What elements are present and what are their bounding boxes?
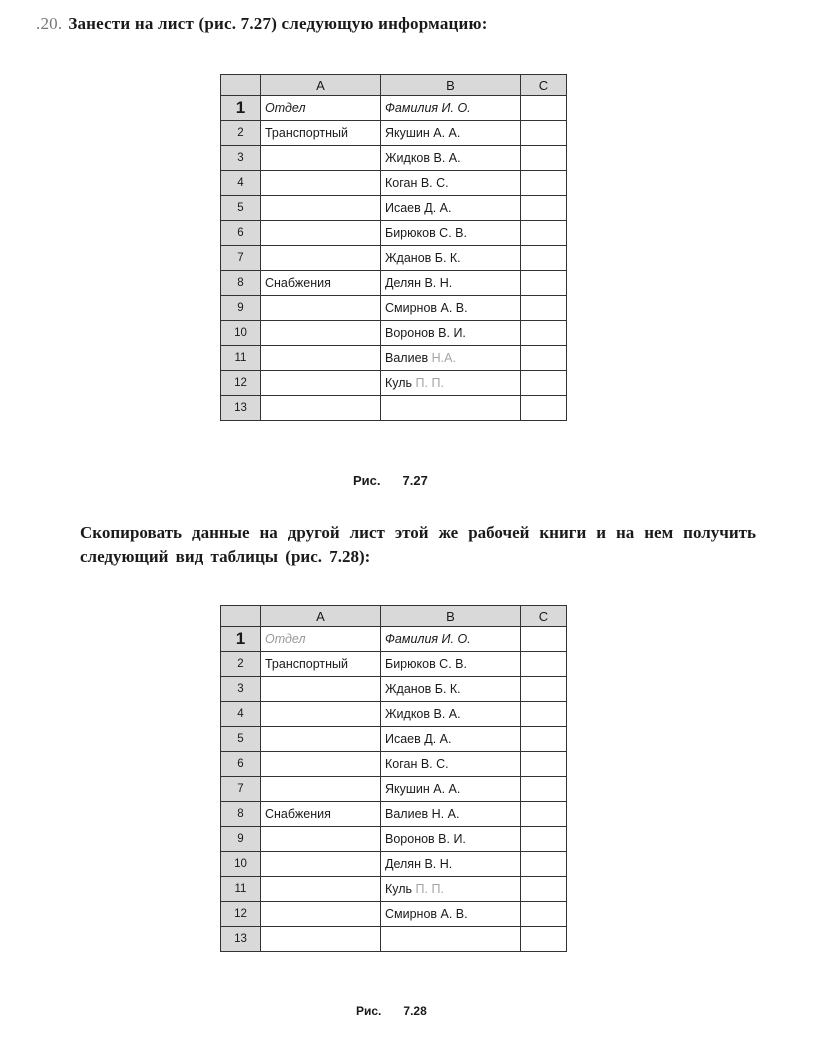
cell-a	[261, 171, 381, 196]
row-number: 4	[221, 171, 261, 196]
row-number: 10	[221, 321, 261, 346]
table-row	[221, 221, 567, 246]
cell-b	[381, 271, 521, 296]
cell-c	[521, 727, 567, 752]
cell-a	[261, 677, 381, 702]
cell-c	[521, 321, 567, 346]
cell-a	[261, 146, 381, 171]
cell-b	[381, 196, 521, 221]
row-number: 7	[221, 777, 261, 802]
cell-b-text: Смирнов А. В.	[385, 301, 468, 315]
row-number: 11	[221, 346, 261, 371]
cell-a	[261, 371, 381, 396]
cell-b	[381, 652, 521, 677]
cell-b-initials: Н.А.	[431, 351, 456, 365]
cell-b	[381, 677, 521, 702]
column-header-c: C	[521, 75, 567, 96]
row-number: 3	[221, 677, 261, 702]
cell-a	[261, 296, 381, 321]
task-number: .20.	[36, 14, 63, 33]
cell-c	[521, 396, 567, 421]
cell-b	[381, 146, 521, 171]
row-number: 9	[221, 296, 261, 321]
table-row	[221, 296, 567, 321]
cell-b	[381, 702, 521, 727]
cell-c	[521, 777, 567, 802]
cell-c	[521, 677, 567, 702]
cell-c	[521, 271, 567, 296]
cell-b-text: Жданов Б. К.	[385, 682, 461, 696]
cell-b	[381, 752, 521, 777]
cell-b-text: Валиев Н. А.	[385, 807, 460, 821]
table-row	[221, 371, 567, 396]
cell-b-text: Валиев	[385, 351, 432, 365]
task-text: Занести на лист (рис. 7.27) следующую информацию:	[68, 14, 488, 33]
figure-caption-1	[353, 473, 428, 488]
cell-c	[521, 171, 567, 196]
cell-c	[521, 877, 567, 902]
cell-a: Транспортный	[261, 652, 381, 677]
cell-b-text: Исаев Д. А.	[385, 732, 452, 746]
caption-label: Рис.	[353, 473, 381, 488]
column-header-b: B	[381, 75, 521, 96]
cell-b-text: Делян В. Н.	[385, 276, 453, 290]
cell-c	[521, 927, 567, 952]
cell-b-text: Якушин А. А.	[385, 126, 461, 140]
cell-c	[521, 627, 567, 652]
cell-b-text: Смирнов А. В.	[385, 907, 468, 921]
cell-b	[381, 396, 521, 421]
cell-b-text: Куль	[385, 376, 416, 390]
cell-c	[521, 296, 567, 321]
row-number: 5	[221, 727, 261, 752]
cell-b	[381, 852, 521, 877]
cell-b-text: Фамилия И. О.	[385, 101, 471, 115]
cell-a: Снабжения	[261, 802, 381, 827]
table-row	[221, 321, 567, 346]
cell-c	[521, 346, 567, 371]
cell-b	[381, 727, 521, 752]
cell-b-initials: П. П.	[415, 882, 444, 896]
column-header-a: A	[261, 75, 381, 96]
row-number: 13	[221, 396, 261, 421]
cell-c	[521, 246, 567, 271]
table-row	[221, 852, 567, 877]
cell-a	[261, 827, 381, 852]
cell-b-text: Жидков В. А.	[385, 151, 461, 165]
cell-a	[261, 727, 381, 752]
cell-c	[521, 371, 567, 396]
column-header-row	[221, 606, 567, 627]
cell-a: Снабжения	[261, 271, 381, 296]
table-row	[221, 802, 567, 827]
table-row	[221, 196, 567, 221]
cell-a	[261, 196, 381, 221]
cell-a	[261, 396, 381, 421]
column-header-a: A	[261, 606, 381, 627]
cell-b-text: Жидков В. А.	[385, 707, 461, 721]
cell-a	[261, 877, 381, 902]
column-header-row	[221, 75, 567, 96]
table-row	[221, 121, 567, 146]
table-row	[221, 877, 567, 902]
row-number: 12	[221, 902, 261, 927]
row-number: 7	[221, 246, 261, 271]
cell-c	[521, 196, 567, 221]
cell-b	[381, 927, 521, 952]
table-row	[221, 346, 567, 371]
caption-number: 7.28	[403, 1004, 427, 1018]
cell-a	[261, 702, 381, 727]
row-number: 1	[221, 627, 261, 652]
cell-c	[521, 802, 567, 827]
row-number: 6	[221, 221, 261, 246]
cell-b-text: Воронов В. И.	[385, 326, 466, 340]
column-header-c: C	[521, 606, 567, 627]
cell-b	[381, 627, 521, 652]
cell-b	[381, 371, 521, 396]
figure-caption-2	[356, 1004, 427, 1018]
row-number: 4	[221, 702, 261, 727]
cell-c	[521, 752, 567, 777]
cell-b-text: Исаев Д. А.	[385, 201, 452, 215]
table-row	[221, 727, 567, 752]
cell-b	[381, 902, 521, 927]
cell-a	[261, 321, 381, 346]
cell-b	[381, 777, 521, 802]
caption-label: Рис.	[356, 1004, 382, 1018]
cell-a	[261, 852, 381, 877]
cell-a: Отдел	[261, 627, 381, 652]
row-number: 12	[221, 371, 261, 396]
cell-b	[381, 121, 521, 146]
task-heading	[36, 14, 776, 34]
row-number: 1	[221, 96, 261, 121]
table-row	[221, 652, 567, 677]
cell-a	[261, 902, 381, 927]
corner-cell	[221, 75, 261, 96]
instruction-paragraph: Скопировать данные на другой лист этой же рабочей книги и на нем получить следующий вид таблицы (рис. 7.28):	[80, 523, 756, 566]
cell-c	[521, 221, 567, 246]
cell-b-text: Жданов Б. К.	[385, 251, 461, 265]
cell-b	[381, 877, 521, 902]
cell-b	[381, 296, 521, 321]
cell-a	[261, 221, 381, 246]
cell-b	[381, 221, 521, 246]
row-number: 13	[221, 927, 261, 952]
spreadsheet-figure-2	[220, 605, 567, 952]
cell-b	[381, 802, 521, 827]
table-row	[221, 677, 567, 702]
cell-b-text: Коган В. С.	[385, 176, 449, 190]
table-row	[221, 627, 567, 652]
table-row	[221, 171, 567, 196]
cell-a: Отдел	[261, 96, 381, 121]
table-row	[221, 752, 567, 777]
row-number: 10	[221, 852, 261, 877]
cell-b	[381, 346, 521, 371]
cell-a	[261, 927, 381, 952]
cell-a: Транспортный	[261, 121, 381, 146]
cell-c	[521, 96, 567, 121]
table-row	[221, 902, 567, 927]
cell-a	[261, 246, 381, 271]
cell-c	[521, 652, 567, 677]
cell-a	[261, 777, 381, 802]
table-row	[221, 702, 567, 727]
spreadsheet-figure-1	[220, 74, 567, 421]
row-number: 8	[221, 271, 261, 296]
cell-c	[521, 902, 567, 927]
table-row	[221, 927, 567, 952]
corner-cell	[221, 606, 261, 627]
row-number: 9	[221, 827, 261, 852]
cell-b	[381, 827, 521, 852]
row-number: 8	[221, 802, 261, 827]
cell-b-text: Фамилия И. О.	[385, 632, 471, 646]
row-number: 2	[221, 652, 261, 677]
cell-a	[261, 346, 381, 371]
cell-b-text: Делян В. Н.	[385, 857, 453, 871]
table-row	[221, 827, 567, 852]
cell-c	[521, 121, 567, 146]
row-number: 3	[221, 146, 261, 171]
table-row	[221, 777, 567, 802]
cell-c	[521, 827, 567, 852]
table-row	[221, 246, 567, 271]
table-row	[221, 271, 567, 296]
row-number: 6	[221, 752, 261, 777]
cell-b-text: Якушин А. А.	[385, 782, 461, 796]
cell-c	[521, 702, 567, 727]
cell-b	[381, 246, 521, 271]
cell-a	[261, 752, 381, 777]
cell-b	[381, 171, 521, 196]
cell-c	[521, 146, 567, 171]
table-row	[221, 396, 567, 421]
cell-c	[521, 852, 567, 877]
cell-b	[381, 321, 521, 346]
cell-b-text: Воронов В. И.	[385, 832, 466, 846]
cell-b	[381, 96, 521, 121]
table-row	[221, 96, 567, 121]
cell-b-initials: П. П.	[415, 376, 444, 390]
cell-b-text: Коган В. С.	[385, 757, 449, 771]
cell-b-text: Куль	[385, 882, 416, 896]
row-number: 2	[221, 121, 261, 146]
table-row	[221, 146, 567, 171]
row-number: 11	[221, 877, 261, 902]
cell-b-text: Бирюков С. В.	[385, 226, 467, 240]
cell-b-text: Бирюков С. В.	[385, 657, 467, 671]
row-number: 5	[221, 196, 261, 221]
column-header-b: B	[381, 606, 521, 627]
caption-number: 7.27	[402, 473, 428, 488]
